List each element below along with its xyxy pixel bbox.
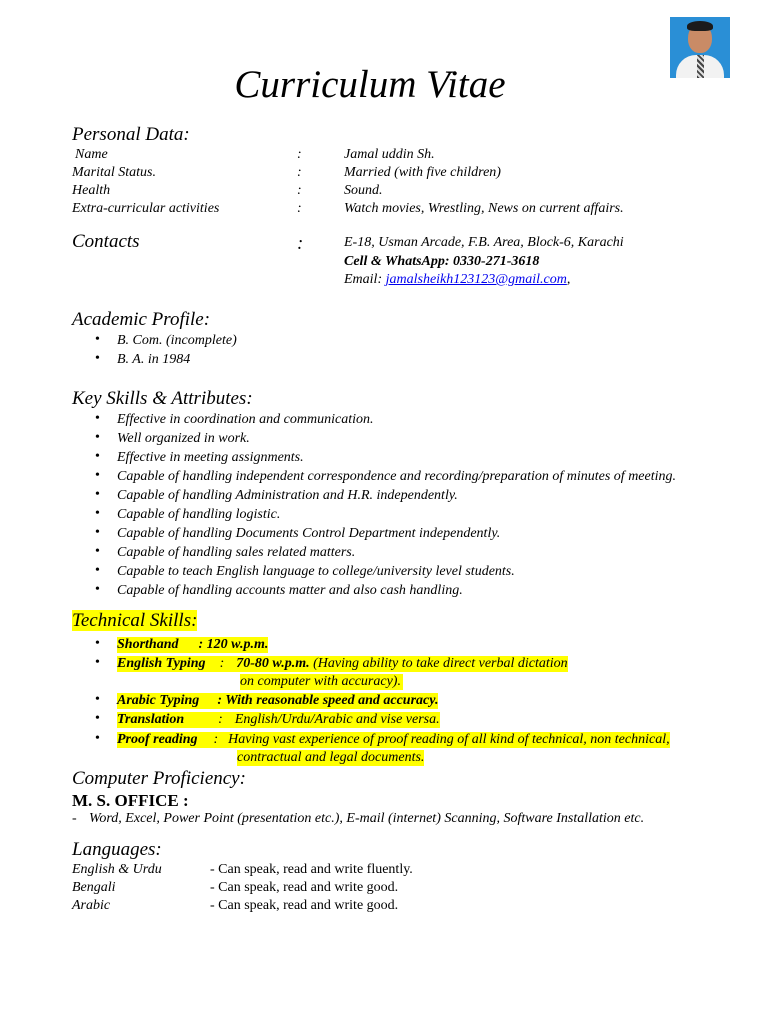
skills-heading: Key Skills & Attributes:	[72, 388, 253, 409]
contacts-heading: Contacts	[72, 231, 140, 252]
contact-phone: Cell & WhatsApp: 0330-271-3618	[344, 254, 540, 269]
personal-heading: Personal Data:	[72, 124, 190, 145]
academic-heading: Academic Profile:	[72, 309, 211, 330]
languages-heading: Languages:	[72, 839, 162, 860]
cv-title: Curriculum Vitae	[234, 63, 506, 106]
computer-subheading: M. S. OFFICE :	[72, 791, 189, 810]
email-link[interactable]: jamalsheikh123123@gmail.com	[385, 272, 567, 287]
contact-email-line: Email: jamalsheikh123123@gmail.com,	[344, 272, 571, 287]
computer-heading: Computer Proficiency:	[72, 768, 246, 789]
contact-address: E-18, Usman Arcade, F.B. Area, Block-6, Karachi	[344, 235, 624, 250]
technical-heading: Technical Skills:	[72, 610, 198, 631]
contacts-colon: :	[297, 233, 304, 254]
cv-page: Curriculum Vitae Personal Data: Name : Jamal uddin Sh. Marital Status. : Married (with five children) Health : Sound. Extra-curricular activities : Watch movies, Wrestling, News on current affairs. Contacts : E-18, Usman Arcade, F.B. Area, Block-6, Karachi Cell & WhatsApp: 0330-271-3618 Email: jamalsheikh123123@gmail.com, Academic Profile: • B. Com. (incomplete) • B. A. in 1984 Key Skills & Attributes: • Effective in coordination and communication. • Well organized in work. • Effective in meeting assignments. • Capable of handling independent correspondence and recording/preparation of minutes of meeting. • Capable of handling Administration and H.R. independently. • Capable of handling logistic. • Capable of handling Documents Control Department independently. • Capable of handling sales related matters. • Capable to teach English language to college/university level students. • Capable of handling accounts matter and also cash handling. Technical Skills: • Shorthand : 120 w.p.m. • English Typing : 70-80 w.p.m. (Having ability to take direct verbal dictation on computer with accuracy). • Arabic Typing : With reasonable speed and accuracy. • Translation : English/Urdu/Arabic and vise versa. • Proof reading : Having vast experience of proof reading of all kind of technical, non technical, contractual and legal documents. Computer Proficiency: M. S. OFFICE : - Word, Excel, Power Point (presentation etc.), E-mail (internet) Scanning, Software Installation etc. Languages: English & Urdu - Can speak, read and write fluently. Bengali - Can speak, read and write good. Arabic - Can speak, read and write good.	[0, 0, 768, 1024]
